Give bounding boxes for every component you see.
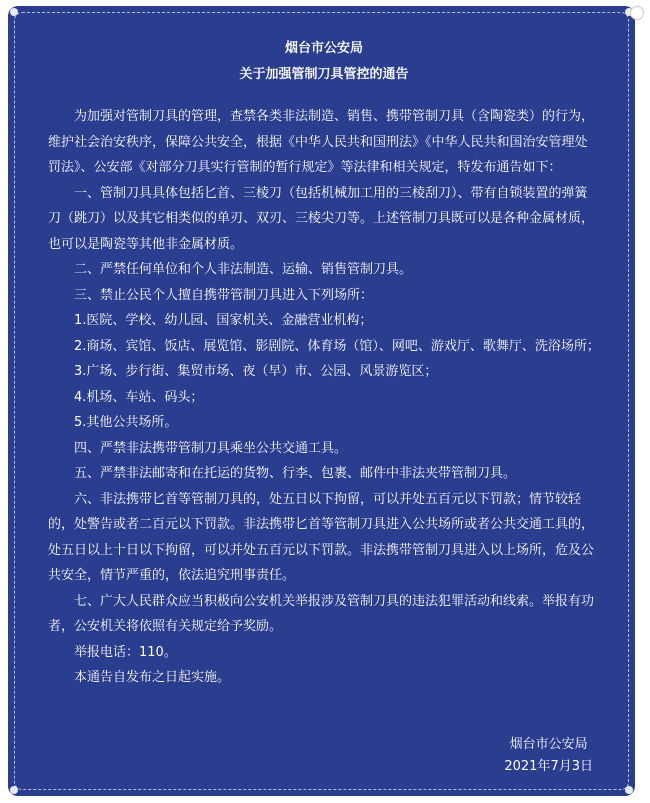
place-list-item: 3.广场、步行街、集贸市场、夜（早）市、公园、风景游览区； xyxy=(74,364,438,379)
paragraph-item-7: 七、广大人民群众应当积极向公安机关举报涉及管制刀具的违法犯罪活动和线索。举报有功者，公安机关将依照有关规定给予奖励。 xyxy=(48,593,595,634)
place-list-item: 2.商场、宾馆、饭店、展览馆、影剧院、体育场（馆）、网吧、游戏厅、歌舞厅、洗浴场所； xyxy=(74,338,600,354)
report-phone: 举报电话：110。 xyxy=(74,644,177,660)
place-list-item: 1.医院、学校、幼儿园、国家机关、金融营业机构； xyxy=(74,313,373,328)
place-list-item: 5.其他公共场所。 xyxy=(74,415,178,430)
scroll-indicator[interactable] xyxy=(630,6,644,20)
place-list-item: 4.机场、车站、码头； xyxy=(74,389,204,405)
paragraph-intro: 为加强对管制刀具的管理，查禁各类非法制造、销售、携带管制刀具（含陶瓷类）的行为，维护社会治安秩序，保障公共安全，根据《中华人民共和国刑法》《中华人民共和国治安管理处罚法》、公安部《对部分刀具实行管制的暂行规定》等法律和相关规定，特发布通告如下： xyxy=(48,109,595,175)
paragraph-item-3: 三、禁止公民个人擅自携带管制刀具进入下列场所： xyxy=(74,287,374,303)
issuer-title: 烟台市公安局 xyxy=(284,41,363,56)
notice-panel xyxy=(8,6,635,796)
notice-content xyxy=(48,36,600,691)
corner-dot xyxy=(10,786,18,794)
paragraph-item-6: 六、非法携带匕首等管制刀具的，处五日以下拘留，可以并处五百元以下罚款；情节较轻的，处警告或者二百元以下罚款。非法携带匕首等管制刀具进入公共场所或者公共交通工具的，处五日以上十日以下拘留，可以并处五百元以下罚款。非法携带管制刀具进入以上场所，危及公共安全，情节严重的，依法追究刑事责任。 xyxy=(48,491,595,583)
corner-dot xyxy=(625,786,633,794)
signature-date: 2021年7月3日 xyxy=(504,759,593,774)
paragraph-item-5: 五、严禁非法邮寄和在托运的货物、行李、包裹、邮件中非法夹带管制刀具。 xyxy=(74,466,517,481)
corner-dot xyxy=(10,8,18,16)
effective-statement: 本通告自发布之日起实施。 xyxy=(74,670,231,685)
paragraph-item-4: 四、严禁非法携带管制刀具乘坐公共交通工具。 xyxy=(74,440,348,456)
notice-title: 关于加强管制刀具管控的通告 xyxy=(239,67,409,82)
paragraph-item-2: 二、严禁任何单位和个人非法制造、运输、销售管制刀具。 xyxy=(74,262,413,277)
paragraph-item-1: 一、管制刀具具体包括匕首、三棱刀（包括机械加工用的三棱刮刀）、带有自锁装置的弹簧刀（跳刀）以及其它相类似的单刃、双刃、三棱尖刀等。上述管制刀具既可以是各种金属材质，也可以是陶瓷等其他非金属材质。 xyxy=(48,185,595,252)
signature-issuer: 烟台市公安局 xyxy=(509,737,588,752)
signature-block xyxy=(504,734,593,778)
